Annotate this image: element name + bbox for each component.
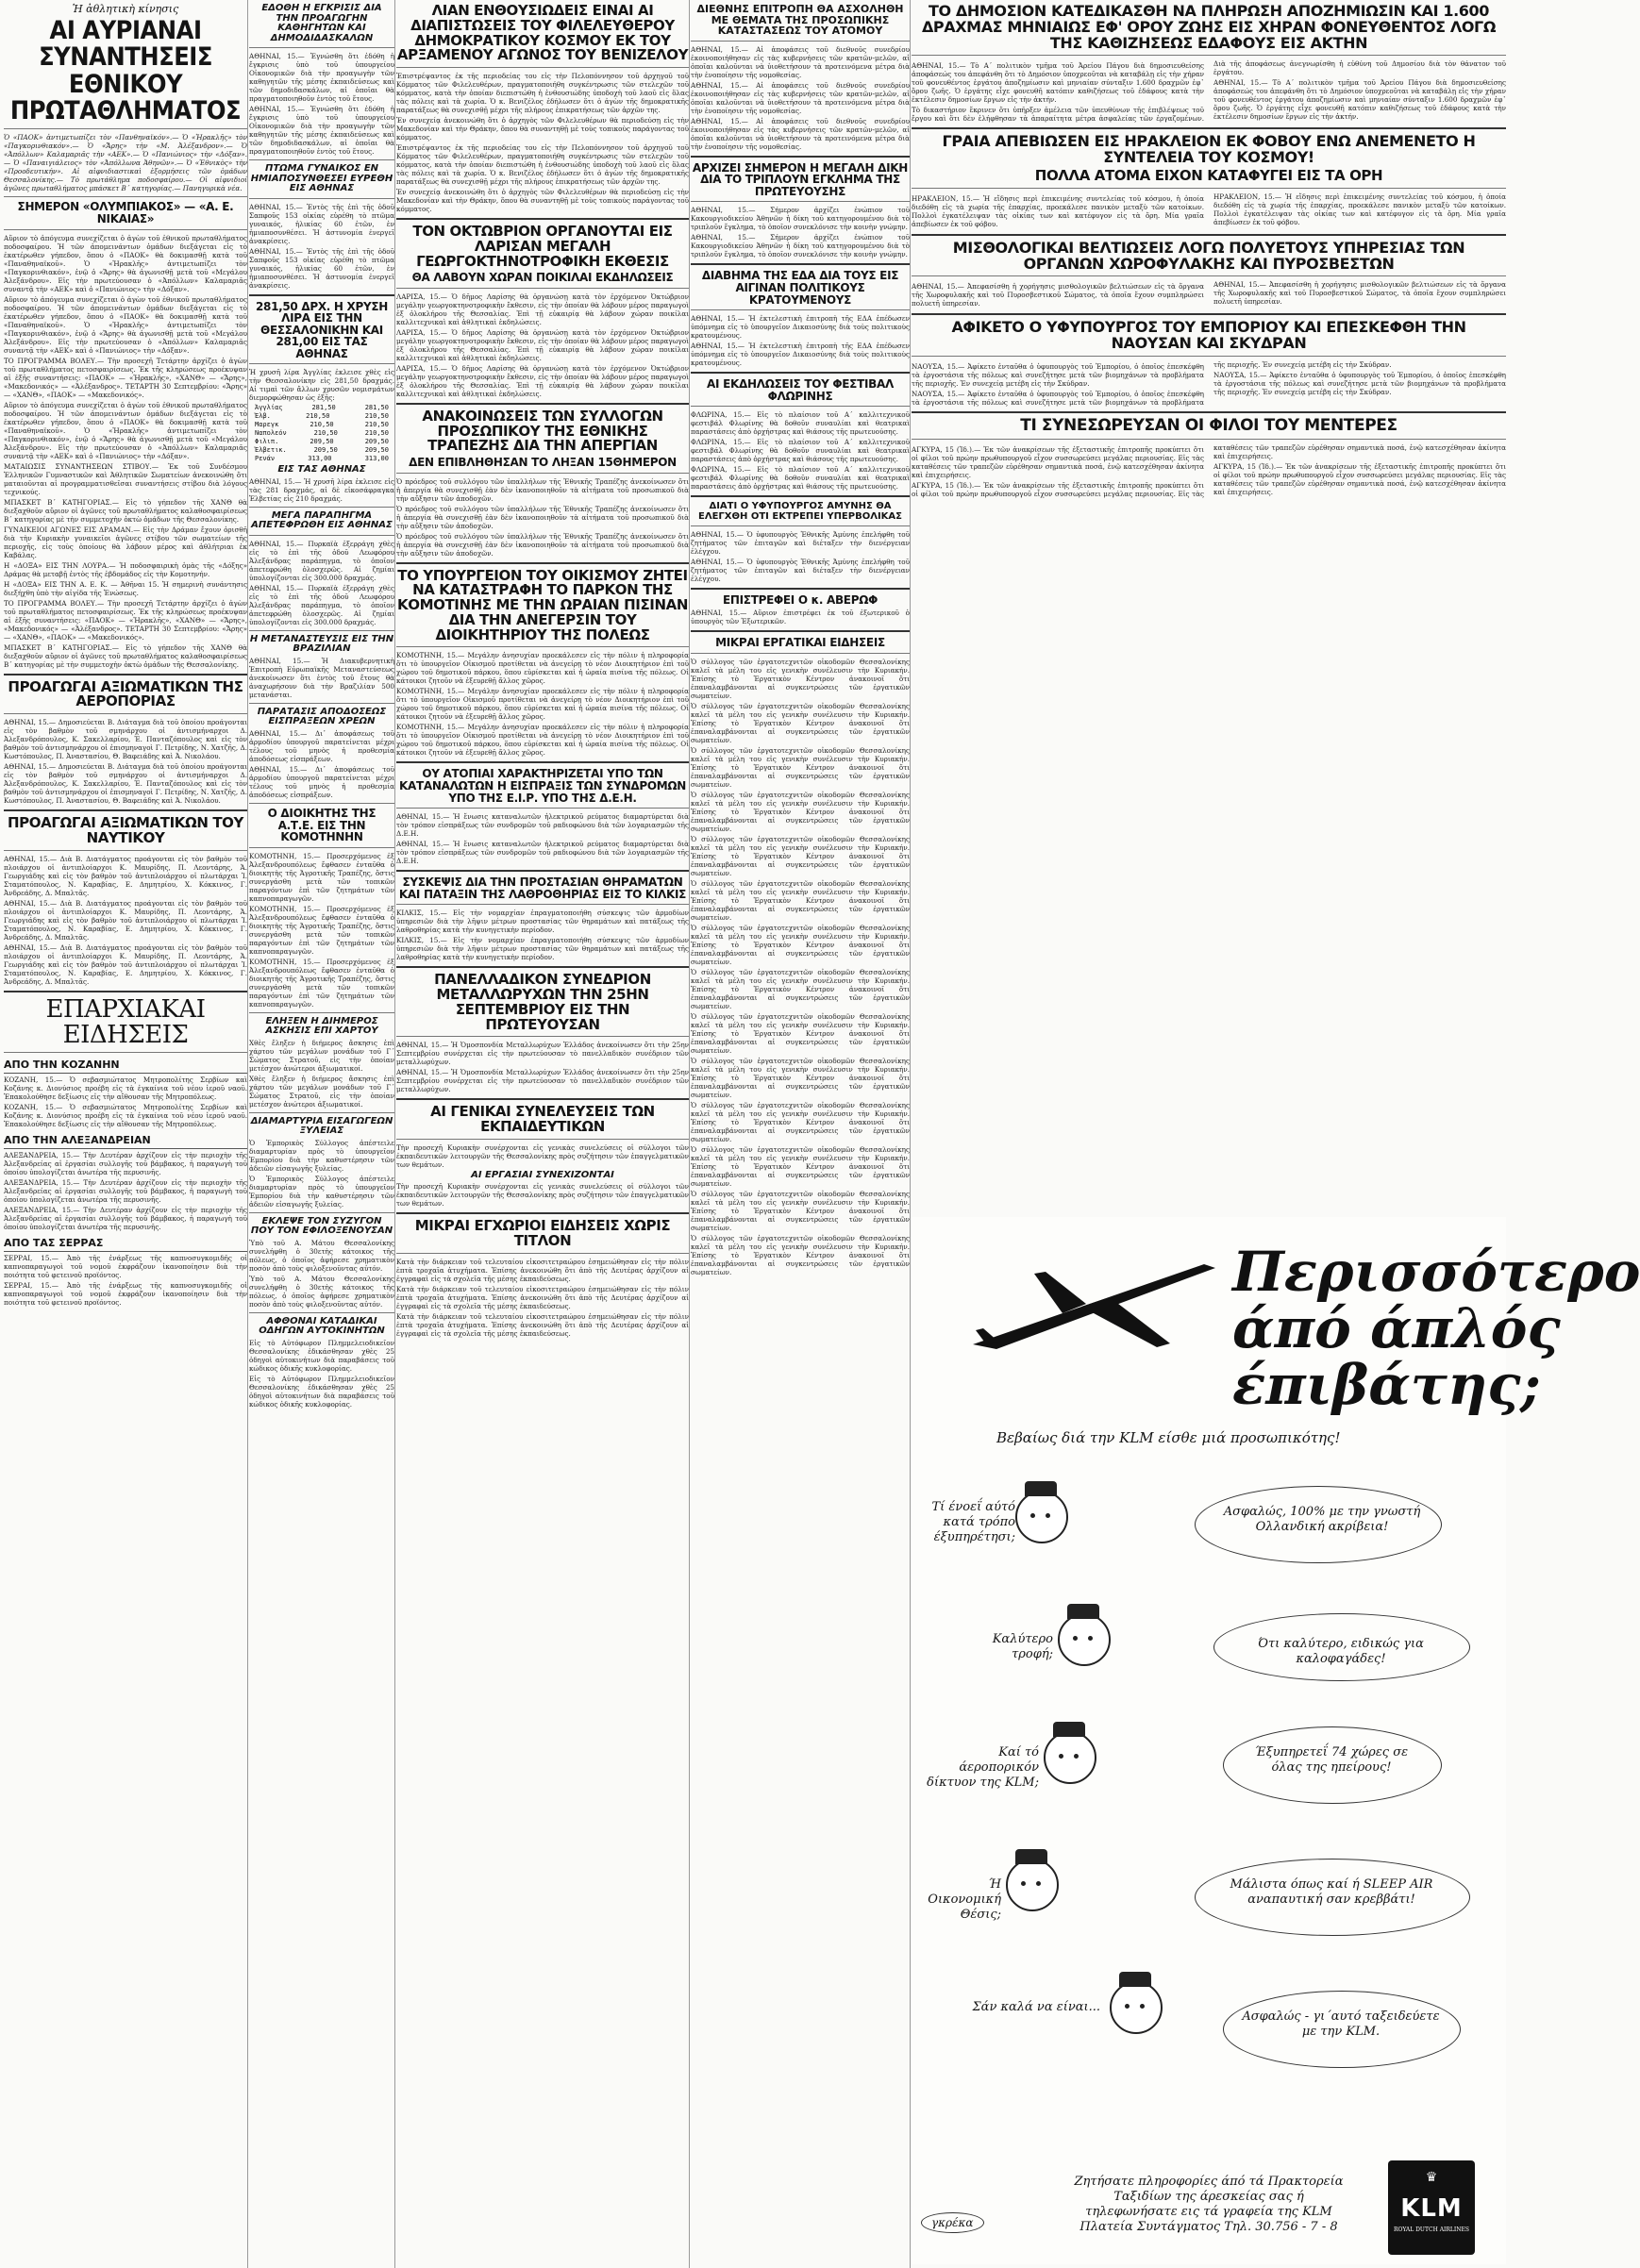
article-text: ΝΑΟΥΣΑ, 15.— Ἀφίκετο ἐνταῦθα ὁ ὑφυπουργὸς τοῦ Ἐμπορίου, ὁ ὁποῖος ἐπεσκέφθη τὰ ἐργοστάσια τῆς πόλεως καὶ συνεζήτησε μετὰ τῶν βιομηχάνων τὰ προβλήματα τῆς περιοχῆς. Ἐν συνεχείᾳ μετέβη εἰς τὴν Σκύδραν. bbox=[912, 359, 1392, 407]
passenger-face-icon bbox=[1044, 1731, 1096, 1784]
two-column-text bbox=[912, 59, 1506, 123]
headline-provincial-news: ΕΠΑΡΧΙΑΚΑΙ ΕΙΔΗΣΕΙΣ bbox=[45, 994, 206, 1049]
article-text: ΑΘΗΝΑΙ, 15.— Δι᾽ ἀποφάσεως τοῦ ἁρμοδίου ὑπουργοῦ παρατείνεται μέχρι τέλους τοῦ μηνὸς ἡ προθεσμία ἀποδόσεως εἰσπράξεων. bbox=[249, 764, 394, 799]
ad-question: Σάν καλά να είναι... bbox=[972, 2000, 1100, 2014]
brief-headline: ΕΙΣ ΤΑΣ ΑΘΗΝΑΣ bbox=[277, 464, 366, 475]
rate-row: Ρενάν 313,00 313,00 bbox=[255, 455, 389, 463]
article-text: Τὴν προσεχῆ Κυριακὴν συνέρχονται εἰς γενικὰς συνελεύσεις οἱ σύλλογοι τῶν ἐκπαιδευτικῶν λειτουργῶν τῆς Θεσσαλονίκης πρὸς συζήτησιν τῶν ἐπαγγελματικῶν των θεμάτων. bbox=[396, 1142, 689, 1169]
article-text: Ἐν συνεχείᾳ ἀνεκοινώθη ὅτι ὁ ἀρχηγὸς τῶν Φιλελευθέρων θὰ περιοδεύσῃ εἰς τὴν Μακεδονίαν καὶ τὴν Θράκην, ὅπου θὰ συναντηθῇ μὲ τοὺς τοπικοὺς παράγοντας τοῦ κόμματος. bbox=[396, 188, 689, 213]
article-text: ΑΘΗΝΑΙ, 15.— Διὰ Β. Διατάγματος προάγονται εἰς τὸν βαθμὸν τοῦ πλοιάρχου οἱ ἀντιπλοίαρχοι Κ. Μαυρίδης, Π. Λεοντάρης, Ἀ. Γεωργιάδης καὶ εἰς τὸν βαθμὸν τοῦ ἀντιπλοιάρχου οἱ πλωτάρχαι Ἰ. Σταματόπουλος, Ν. Καραβίας, Ε. Δημητρίου, Χ. Κόκκινος, Γ. Ἀνδρεάδης, Δ. Μπαλτᾶς. bbox=[4, 854, 247, 897]
article-text: Ἡ χρυσῆ λίρα Ἀγγλίας ἐκλεισε χθὲς εἰς τὴν Θεσσαλονίκην εἰς 281,50 δραχμάς. Αἱ τιμαὶ τῶν ἄλλων χρυσῶν νομισμάτων διεμορφώθησαν ὡς ἑξῆς: bbox=[249, 368, 394, 403]
rate-row: Ἑλβετικ. 209,50 209,50 bbox=[255, 446, 389, 455]
column-rule bbox=[247, 0, 248, 2268]
article-text: ΦΛΩΡΙΝΑ, 15.— Εἰς τὸ πλαίσιον τοῦ Α΄ καλλιτεχνικοῦ φεστιβάλ Φλωρίνης θὰ δοθοῦν συναυλίαι καὶ θεατρικαὶ παραστάσεις ἀπὸ ὀρχήστρας καὶ θιάσους τῆς πρωτευούσης. bbox=[691, 438, 910, 464]
headline-bank-strike: ΑΝΑΚΟΙΝΩΣΕΙΣ ΤΩΝ ΣΥΛΛΟΓΩΝ ΠΡΟΣΩΠΙΚΟΥ ΤΗΣ ΕΘΝΙΚΗΣ ΤΡΑΠΕΖΗΣ ΔΙΑ ΤΗΝ ΑΠΕΡΓΙΑΝ bbox=[422, 407, 663, 455]
article-text: ΑΓΚΥΡΑ, 15 (Ἰδ.).— Ἐκ τῶν ἀνακρίσεων τῆς ἐξεταστικῆς ἐπιτροπῆς προκύπτει ὅτι οἱ φίλοι τοῦ πρώην πρωθυπουργοῦ εἶχον συσσωρεύσει μεγάλας περιουσίας. Εἰς τὰς καταθέσεις τῶν τραπεζῶν εὑρέθησαν σημαντικὰ ποσά, ἐνῷ κατεσχέθησαν ἀκίνητα καὶ ἐπιχειρήσεις. bbox=[1213, 461, 1506, 496]
article-text: ΛΑΡΙΣΑ, 15.— Ὁ δῆμος Λαρίσης θὰ ὀργανώσῃ κατὰ τὸν ἐρχόμενον Ὀκτώβριον μεγάλην γεωργοκτηνοτροφικὴν ἔκθεσιν, εἰς τὴν ὁποίαν θὰ λάβουν μέρος παραγωγοὶ ἐξ ὁλοκλήρου τῆς Θεσσαλίας. Ἐπὶ τῇ εὐκαιρίᾳ θὰ λάβουν χώραν ποικίλαι καλλιτεχνικαὶ καὶ ἀθλητικαὶ ἐκδηλώσεις. bbox=[396, 363, 689, 398]
article-text: ΑΘΗΝΑΙ, 15.— Τὸ Α΄ πολιτικὸν τμῆμα τοῦ Ἀρείου Πάγου διὰ δημοσιευθείσης ἀποφάσεώς του ἀπεφάνθη ὅτι τὸ Δημόσιον ὑποχρεοῦται νὰ καταβάλῃ εἰς τὴν χήραν τοῦ φονευθέντος ἐργάτου ἀποζημίωσιν καὶ μηνιαίαν σύνταξιν 1.600 δραχμῶν ἐφ᾽ ὅρου ζωῆς. Ὁ ἐργάτης εἶχε φονευθῆ κατόπιν καθιζήσεως τοῦ ἐδάφους κατὰ τὴν ἐκτέλεσιν δημοσίων ἔργων εἰς τὴν ἀκτήν. bbox=[912, 61, 1204, 105]
article-text: ΑΘΗΝΑΙ, 15.— Σήμερον ἀρχίζει ἐνώπιον τοῦ Κακουργιοδικείου Ἀθηνῶν ἡ δίκη τοῦ κατηγορουμένου διὰ τὸ τριπλοῦν ἔγκλημα, τὸ ὁποῖον συνεκλόνισε τὴν κοινὴν γνώμην. bbox=[691, 206, 910, 232]
article-text: Ὁ σύλλογος τῶν ἐργατοτεχνιτῶν οἰκοδομῶν Θεσσαλονίκης καλεῖ τὰ μέλη του εἰς γενικὴν συνέλευσιν τὴν Κυριακήν. Ἐπίσης τὸ Ἐργατικὸν Κέντρον ἀνακοινοῖ ὅτι ἐπαναλαμβάνονται αἱ συγκεντρώσεις τῶν ἐργατικῶν σωματείων. bbox=[691, 1100, 910, 1143]
headline-airforce-promotions: ΠΡΟΑΓΩΓΑΙ ΑΞΙΩΜΑΤΙΚΩΝ ΤΗΣ ΑΕΡΟΠΟΡΙΑΣ bbox=[8, 677, 243, 710]
article-text: ΦΛΩΡΙΝΑ, 15.— Εἰς τὸ πλαίσιον τοῦ Α΄ καλλιτεχνικοῦ φεστιβάλ Φλωρίνης θὰ δοθοῦν συναυλίαι καὶ θεατρικαὶ παραστάσεις ἀπὸ ὀρχήστρας καὶ θιάσους τῆς πρωτευούσης. bbox=[691, 465, 910, 492]
article-text: Κατὰ τὴν διάρκειαν τοῦ τελευταίου εἰκοσιτετραώρου ἐσημειώθησαν εἰς τὴν πόλιν ἑπτὰ τροχαῖα ἀτυχήματα. Ἐπίσης ἀνεκοινώθη ὅτι ἀπὸ τῆς Δευτέρας ἀρχίζουν αἱ ἐγγραφαὶ εἰς τὰ σχολεῖα τῆς μέσης ἐκπαιδεύσεως. bbox=[396, 1284, 689, 1310]
article-text: ΑΘΗΝΑΙ, 15.— Αὔριον ἐπιστρέφει ἐκ τοῦ ἐξωτερικοῦ ὁ ὑπουργὸς τῶν Ἐξωτερικῶν. bbox=[691, 608, 910, 625]
subhead-larisa: ΘΑ ΛΑΒΟΥΝ ΧΩΡΑΝ ΠΟΙΚΙΛΑΙ ΕΚΔΗΛΩΣΕΙΣ bbox=[411, 271, 674, 285]
article-text: Κατὰ τὴν διάρκειαν τοῦ τελευταίου εἰκοσιτετραώρου ἐσημειώθησαν εἰς τὴν πόλιν ἑπτὰ τροχαῖα ἀτυχήματα. Ἐπίσης ἀνεκοινώθη ὅτι ἀπὸ τῆς Δευτέρας ἀρχίζουν αἱ ἐγγραφαὶ εἰς τὰ σχολεῖα τῆς μέσης ἐκπαιδεύσεως. bbox=[396, 1311, 689, 1338]
article-text: Ὁ σύλλογος τῶν ἐργατοτεχνιτῶν οἰκοδομῶν Θεσσαλονίκης καλεῖ τὰ μέλη του εἰς γενικὴν συνέλευσιν τὴν Κυριακήν. Ἐπίσης τὸ Ἐργατικὸν Κέντρον ἀνακοινοῖ ὅτι ἐπαναλαμβάνονται αἱ συγκεντρώσεις τῶν ἐργατικῶν σωματείων. bbox=[691, 878, 910, 922]
brief-headline: ΠΤΩΜΑ ΓΥΝΑΙΚΟΣ ΕΝ ΗΜΙΑΠΟΣΥΝΘΕΣΕΙ ΕΥΡΕΘΗ ΕΙΣ ΑΘΗΝΑΣ bbox=[250, 163, 393, 193]
column-rule bbox=[394, 0, 395, 2268]
airplane-icon bbox=[968, 1255, 1223, 1368]
article-text: ΑΘΗΝΑΙ, 15.— Ἐγνώσθη ὅτι ἐδόθη ἡ ἔγκρισις ὑπὸ τοῦ ὑπουργείου Οἰκονομικῶν διὰ τὴν προαγωγὴν τῶν καθηγητῶν τῆς μέσης ἐκπαιδεύσεως καὶ τῶν δημοδιδασκάλων, αἱ ὁποῖαι θὰ πραγματοποιηθοῦν ἐντὸς τοῦ ἔτους. bbox=[249, 52, 394, 103]
artist-signature: γκρέκα bbox=[921, 2212, 984, 2233]
headline-larisa-exhibition: ΤΟΝ ΟΚΤΩΒΡΙΟΝ ΟΡΓΑΝΟΥΤΑΙ ΕΙΣ ΛΑΡΙΣΑΝ ΜΕΓΑΛΗ ΓΕΩΡΓΟΚΤΗΝΟΤΡΟΦΙΚΗ ΕΚΘΕΣΙΣ bbox=[412, 223, 673, 270]
article-text: ΑΘΗΝΑΙ, 15.— Δημοσιεύεται Β. Διάταγμα διὰ τοῦ ὁποίου προάγονται εἰς τὸν βαθμὸν τοῦ σμηνάρχου οἱ ἀντισμήναρχοι Δ. Ἀλεξανδρόπουλος, Κ. Σακελλαρίου, Ἐ. Πανταζόπουλος καὶ εἰς τὸν βαθμὸν τοῦ ἀντισμηνάρχου οἱ ἐπισμηναγοὶ Γ. Πετρίδης, Ν. Χατζῆς, Δ. Κωστόπουλος, Π. Ἀναστασίου, Θ. Βαφειάδης καὶ Ἀ. Νικολάου. bbox=[4, 718, 247, 761]
rate-row: Μαρεγκ 210,50 210,50 bbox=[255, 421, 389, 429]
brief-headline: ΕΛΗΞΕΝ Η ΔΙΗΜΕΡΟΣ ΑΣΚΗΣΙΣ ΕΠΙ ΧΑΡΤΟΥ bbox=[265, 1015, 378, 1037]
article-text: ΚΟΜΟΤΗΝΗ, 15.— Μεγάλην ἀνησυχίαν προεκάλεσεν εἰς τὴν πόλιν ἡ πληροφορία ὅτι τὸ ὑπουργεῖον Οἰκισμοῦ προτίθεται νὰ ἀνεγείρῃ τὸ νέον Διοικητήριον ἐπὶ τοῦ χώρου τοῦ δημοτικοῦ πάρκου, ὅπου εὑρίσκεται καὶ ἡ ὡραία πισίνα τῆς πόλεως. Οἱ κάτοικοι ζητοῦν νὰ ἐξευρεθῇ ἄλλος χῶρος. bbox=[396, 723, 689, 758]
brief-headline: ΑΦΘΟΝΑΙ ΚΑΤΑΔΙΚΑΙ ΟΔΗΓΩΝ ΑΥΤΟΚΙΝΗΤΩΝ bbox=[259, 1315, 385, 1337]
article-text: Αὔριον τὸ ἀπόγευμα συνεχίζεται ὁ ἀγὼν τοῦ ἐθνικοῦ πρωταθλήματος ποδοσφαίρου. Ἡ τῶν ἀπομεινάντων ὁμάδων διεξάγεται εἰς τὸ ἐκατέρωθεν γήπεδον, ὅπου ὁ «ΠΑΟΚ» θὰ δοκιμασθῇ κατὰ τοῦ «Παναθηναϊκοῦ». Ὁ «Ἡρακλῆς» ἀντιμετωπίζει τὸν «Παγκορινθιακόν», ἐνῷ ὁ «Ἄρης» θὰ ἀγωνισθῇ μετὰ τοῦ «Μεγάλου Ἀλεξάνδρου». Εἰς τὴν πρωτεύουσαν ὁ «Ἀπόλλων» Καλαμαριᾶς συναντᾷ τὴν «ΑΕΚ» καὶ ὁ «Πανιώνιος» τὴν «Δόξαν». bbox=[4, 400, 247, 460]
brief-headline: ΔΙΕΘΝΗΣ ΕΠΙΤΡΟΠΗ ΘΑ ΑΣΧΟΛΗΘΗ ΜΕ ΘΕΜΑΤΑ ΤΗΣ ΠΡΟΣΩΠΙΚΗΣ ΚΑΤΑΣΤΑΣΕΩΣ ΤΟΥ ΑΤΟΜΟΥ bbox=[696, 3, 904, 38]
column-top-right bbox=[912, 0, 1506, 1213]
headline-venizelos: ΛΙΑΝ ΕΝΘΟΥΣΙΩΔΕΙΣ ΕΙΝΑΙ ΑΙ ΔΙΑΠΙΣΤΩΣΕΙΣ ΤΟΥ ΦΙΛΕΛΕΥΘΕΡΟΥ ΔΗΜΟΚΡΑΤΙΚΟΥ ΚΟΣΜΟΥ ΕΚ ΤΟΥ ΑΡΞΑΜΕΝΟΥ ΑΓΩΝΟΣ ΤΟΥ ΒΕΝΙΖΕΛΟΥ bbox=[396, 2, 689, 64]
article-text: ΚΙΛΚΙΣ, 15.— Εἰς τὴν νομαρχίαν ἐπραγματοποιήθη σύσκεψις τῶν ἁρμοδίων ὑπηρεσιῶν διὰ τὴν λῆψιν μέτρων προστασίας τῶν θηραμάτων καὶ πατάξεως τῆς λαθροθηρίας κατὰ τὴν κυνηγετικὴν περίοδον. bbox=[396, 936, 689, 962]
article-text: Ὁ σύλλογος τῶν ἐργατοτεχνιτῶν οἰκοδομῶν Θεσσαλονίκης καλεῖ τὰ μέλη του εἰς γενικὴν συνέλευσιν τὴν Κυριακήν. Ἐπίσης τὸ Ἐργατικὸν Κέντρον ἀνακοινοῖ ὅτι ἐπαναλαμβάνονται αἱ συγκεντρώσεις τῶν ἐργατικῶν σωματείων. bbox=[691, 1056, 910, 1099]
brief-headline: ΕΔΟΘΗ Η ΕΓΚΡΙΣΙΣ ΔΙΑ ΤΗΝ ΠΡΟΑΓΩΓΗΝ ΚΑΘΗΓΗΤΩΝ ΚΑΙ ΔΗΜΟΔΙΔΑΣΚΑΛΩΝ bbox=[261, 3, 382, 43]
article-text: ΑΘΗΝΑΙ, 15.— Ἡ ἐκτελεστικὴ ἐπιτροπὴ τῆς ΕΔΑ ἐπέδωσεν ὑπόμνημα εἰς τὸ ὑπουργεῖον Δικαιοσύνης διὰ τοὺς πολιτικοὺς κρατουμένους. bbox=[691, 342, 910, 368]
article-text: ΝΑΟΥΣΑ, 15.— Ἀφίκετο ἐνταῦθα ὁ ὑφυπουργὸς τοῦ Ἐμπορίου, ὁ ὁποῖος ἐπεσκέφθη τὰ ἐργοστάσια τῆς πόλεως καὶ συνεζήτησε μετὰ τῶν βιομηχάνων τὰ προβλήματα τῆς περιοχῆς. Ἐν συνεχείᾳ μετέβη εἰς τὴν Σκύδραν. bbox=[912, 361, 1204, 388]
crown-icon: ♛ bbox=[1425, 2170, 1438, 2185]
article-text: Ὁ σύλλογος τῶν ἐργατοτεχνιτῶν οἰκοδομῶν Θεσσαλονίκης καλεῖ τὰ μέλη του εἰς γενικὴν συνέλευσιν τὴν Κυριακήν. Ἐπίσης τὸ Ἐργατικὸν Κέντρον ἀνακοινοῖ ὅτι ἐπαναλαμβάνονται αἱ συγκεντρώσεις τῶν ἐργατικῶν σωματείων. bbox=[691, 657, 910, 700]
klm-logo-tagline: ROYAL DUTCH AIRLINES bbox=[1393, 2226, 1470, 2233]
column-briefs bbox=[249, 0, 394, 2268]
article-text: ΑΘΗΝΑΙ, 15.— Διὰ Β. Διατάγματος προάγονται εἰς τὸν βαθμὸν τοῦ πλοιάρχου οἱ ἀντιπλοίαρχοι Κ. Μαυρίδης, Π. Λεοντάρης, Ἀ. Γεωργιάδης καὶ εἰς τὸν βαθμὸν τοῦ ἀντιπλοιάρχου οἱ πλωτάρχαι Ἰ. Σταματόπουλος, Ν. Καραβίας, Ε. Δημητρίου, Χ. Κόκκινος, Γ. Ἀνδρεάδης, Δ. Μπαλτᾶς. bbox=[4, 898, 247, 942]
passenger-face-icon bbox=[1006, 1859, 1059, 1911]
article-text: ΑΘΗΝΑΙ, 15.— Ἐντὸς τῆς ἐπὶ τῆς ὁδοῦ Σαπφοῦς 153 οἰκίας εὑρέθη τὸ πτῶμα γυναικός, ἡλικίας 60 ἐτῶν, ἐν ἡμιαποσυνθέσει. Ἡ ἀστυνομία ἐνεργεῖ ἀνακρίσεις. bbox=[249, 202, 394, 245]
ad-answer: Μάλιστα όπως καί ή SLEEP AIR αναπαυτική σαν κρεββάτι! bbox=[1230, 1877, 1433, 1907]
article-text: ΑΘΗΝΑΙ, 15.— Ὁ ὑφυπουργὸς Ἐθνικῆς Ἀμύνης ἐπελήφθη τοῦ ζητήματος τῶν ἐπιταγῶν καὶ διέταξεν τὴν διενέργειαν ἐλέγχου. bbox=[691, 530, 910, 557]
article-text: ΑΘΗΝΑΙ, 15.— Ἡ ἔνωσις καταναλωτῶν ἠλεκτρικοῦ ρεύματος διαμαρτύρεται διὰ τὸν τρόπον εἰσπράξεως τῶν συνδρομῶν τοῦ ραδιοφώνου διὰ τῶν λογαριασμῶν τῆς Δ.Ε.Η. bbox=[396, 840, 689, 866]
article-text: Ἐπιστρέψαντος ἐκ τῆς περιοδείας του εἰς τὴν Πελοπόννησον τοῦ ἀρχηγοῦ τοῦ Κόμματος τῶν Φιλελευθέρων, πραγματοποιήθη συγκέντρωσις τῶν στελεχῶν τοῦ κόμματος, κατὰ τὴν ὁποίαν διεπιστώθη ἡ ἐνθουσιώδης ὑποδοχὴ τοῦ λαοῦ εἰς ὅλας τὰς πόλεις καὶ τὰ χωρία. Ὁ κ. Βενιζέλος ἐδήλωσεν ὅτι ὁ ἀγὼν τῆς δημοκρατικῆς παρατάξεως θὰ συνεχισθῇ μέχρι τῆς πλήρους ἐπικρατήσεως τῶν ἀρχῶν της. bbox=[396, 143, 689, 186]
passenger-face-icon bbox=[1110, 1981, 1163, 2034]
main-headline-sports: ΑΙ ΑΥΡΙΑΝΑΙ ΣΥΝΑΝΤΗΣΕΙΣ ΕΘΝΙΚΟΥ ΠΡΩΤΑΘΛΗΜΑΤΟΣ bbox=[9, 16, 242, 126]
article-text: Η «ΔΟΞΑ» ΕΙΣ ΤΗΝ Α. Ε. Κ. — Ἀθῆναι 15. Ἡ σημερινὴ συνάντησις διεξήχθη ὑπὸ τὴν αἰγίδα τῆς Ἑνώσεως. bbox=[4, 579, 247, 597]
subhead-mountains: ΠΟΛΛΑ ΑΤΟΜΑ ΕΙΧΟΝ ΚΑΤΑΦΥΓΕΙ ΕΙΣ ΤΑ ΟΡΗ bbox=[1034, 166, 1383, 184]
article-text: Ὁ σύλλογος τῶν ἐργατοτεχνιτῶν οἰκοδομῶν Θεσσαλονίκης καλεῖ τὰ μέλη του εἰς γενικὴν συνέλευσιν τὴν Κυριακήν. Ἐπίσης τὸ Ἐργατικὸν Κέντρον ἀνακοινοῖ ὅτι ἐπαναλαμβάνονται αἱ συγκεντρώσεις τῶν ἐργατικῶν σωματείων. bbox=[691, 1144, 910, 1188]
headline-police-salaries: ΜΙΣΘΟΛΟΓΙΚΑΙ ΒΕΛΤΙΩΣΕΙΣ ΛΟΓΩ ΠΟΛΥΕΤΟΥΣ ΥΠΗΡΕΣΙΑΣ ΤΩΝ ΟΡΓΑΝΩΝ ΧΩΡΟΦΥΛΑΚΗΣ ΚΑΙ ΠΥΡΟΣΒΕΣΤΩΝ bbox=[952, 238, 1465, 273]
passenger-face-icon bbox=[1058, 1613, 1111, 1666]
article-text: Ὁ Ἐμπορικὸς Σύλλογος ἀπέστειλε διαμαρτυρίαν πρὸς τὸ ὑπουργεῖον Ἐμπορίου διὰ τὴν καθυστέρησιν τῶν ἀδειῶν εἰσαγωγῆς ξυλείας. bbox=[249, 1138, 394, 1173]
ad-question: Ή Οικονομική Θέσις; bbox=[928, 1877, 1001, 1922]
sports-lead: Ὁ «ΠΑΟΚ» ἀντιμετωπίζει τὸν «Πανθηναϊκόν».— Ὁ «Ἡρακλῆς» τὸν «Παγκορινθιακόν».— Ὁ «Ἄρης» τὴν «Μ. Ἀλέξανδρον».— Ὁ «Ἀπόλλων» Καλαμαριᾶς τὴν «ΑΕΚ».— Ὁ «Πανιώνιος» τὴν «Δόξαν».— Ὁ «Παναιγιάλειος» τὸν «Ἀπόλλωνα Ἀθηνῶν».— Ὁ «Ἐθνικὸς» τὴν «Προοδευτικήν». Αἱ αἰφνιδιαστικαὶ ἐξορμήσεις τῶν ὁμάδων Θεσσαλονίκης.— Τὸ πρωτάθλημα ποδοσφαίρου.— Οἱ αἰφνιδιοί ἀγῶνες πρωταθλήματος μπάσκετ Β΄ κατηγορίας.— Πανηγυρικὰ νέα. bbox=[4, 133, 247, 193]
article-text: Ὁ σύλλογος τῶν ἐργατοτεχνιτῶν οἰκοδομῶν Θεσσαλονίκης καλεῖ τὰ μέλη του εἰς γενικὴν συνέλευσιν τὴν Κυριακήν. Ἐπίσης τὸ Ἐργατικὸν Κέντρον ἀνακοινοῖ ὅτι ἐπαναλαμβάνονται αἱ συγκεντρώσεις τῶν ἐργατικῶν σωματείων. bbox=[691, 1011, 910, 1055]
rate-row: Φιλιπ. 209,50 209,50 bbox=[255, 438, 389, 446]
article-text: ΦΛΩΡΙΝΑ, 15.— Εἰς τὸ πλαίσιον τοῦ Α΄ καλλιτεχνικοῦ φεστιβάλ Φλωρίνης θὰ δοθοῦν συναυλίαι καὶ θεατρικαὶ παραστάσεις ἀπὸ ὀρχήστρας καὶ θιάσους τῆς πρωτευούσης. bbox=[691, 410, 910, 437]
ad-answer: Ότι καλύτερο, ειδικώς για καλοφαγάδες! bbox=[1258, 1637, 1424, 1666]
brief-headline: Η ΜΕΤΑΝΑΣΤΕΥΣΙΣ ΕΙΣ ΤΗΝ ΒΡΑΖΙΛΙΑΝ bbox=[249, 633, 394, 655]
brief-headline: ΕΠΙΣΤΡΕΦΕΙ Ο κ. ΑΒΕΡΩΦ bbox=[723, 593, 878, 608]
headline-miners-congress: ΠΑΝΕΛΛΑΔΙΚΟΝ ΣΥΝΕΔΡΙΟΝ ΜΕΤΑΛΛΩΡΥΧΩΝ ΤΗΝ 25ΗΝ ΣΕΠΤΕΜΒΡΙΟΥ ΕΙΣ ΤΗΝ ΠΡΩΤΕΥΟΥΣΑΝ bbox=[434, 971, 651, 1033]
article-text: ΑΘΗΝΑΙ, 15.— Ἡ Ὁμοσπονδία Μεταλλωρύχων Ἑλλάδος ἀνεκοίνωσεν ὅτι τὴν 25ην Σεπτεμβρίου συνέρχεται εἰς τὴν πρωτεύουσαν τὸ πανελλαδικὸν συνέδριον τῶν μεταλλωρύχων. bbox=[396, 1041, 689, 1067]
klm-logo bbox=[1388, 2160, 1475, 2255]
article-text: ΑΘΗΝΑΙ, 15.— Πυρκαϊὰ ἐξερράγη χθὲς εἰς τὸ ἐπὶ τῆς ὁδοῦ Λεωφόρου Ἀλεξάνδρας παράπηγμα, τὸ ὁποῖον ἀπετεφρώθη ὁλοσχερῶς. Αἱ ζημίαι ὑπολογίζονται εἰς 300.000 δραχμάς. bbox=[249, 539, 394, 582]
ad-answer: Ασφαλώς, 100% με την γνωστή Ολλανδική ακρίβεια! bbox=[1223, 1505, 1421, 1534]
article-text: ΑΘΗΝΑΙ, 15.— Ἡ Ὁμοσπονδία Μεταλλωρύχων Ἑλλάδος ἀνεκοίνωσεν ὅτι τὴν 25ην Σεπτεμβρίου συνέρχεται εἰς τὴν πρωτεύουσαν τὸ πανελλαδικὸν συνέδριον τῶν μεταλλωρύχων. bbox=[396, 1068, 689, 1094]
article-text: ΜΠΑΣΚΕΤ Β΄ ΚΑΤΗΓΟΡΙΑΣ.— Εἰς τὸ γήπεδον τῆς ΧΑΝΘ θὰ διεξαχθοῦν αὔριον οἱ ἀγῶνες τοῦ πρωταθλήματος καλαθοσφαιρίσεως Β΄ κατηγορίας μὲ τὴν συμμετοχὴν ὀκτὼ ὁμάδων τῆς Θεσσαλονίκης. bbox=[4, 642, 247, 669]
article-text: ΜΑΤΑΙΩΣΙΣ ΣΥΝΑΝΤΗΣΕΩΝ ΣΤΙΒΟΥ.— Ἐκ τοῦ Συνδέσμου Ἑλληνικῶν Γυμναστικῶν καὶ Ἀθλητικῶν Σωματείων ἀνεκοινώθη ὅτι ματαιοῦνται αἱ προγραμματισθεῖσαι συναντήσεις στίβου διὰ λόγους τεχνικούς. bbox=[4, 461, 247, 496]
place-heading: ΑΠΟ ΤΑΣ ΣΕΡΡΑΣ bbox=[4, 1235, 247, 1252]
article-text: ΚΟΜΟΤΗΝΗ, 15.— Προσερχόμενος ἐξ Ἀλεξανδρουπόλεως ἔφθασεν ἐνταῦθα ὁ διοικητὴς τῆς Ἀγροτικῆς Τραπέζης, ὅστις συνεργάσθη μετὰ τῶν τοπικῶν παραγόντων ἐπὶ τῶν ζητημάτων τῶν καπνοπαραγωγῶν. bbox=[249, 957, 394, 1009]
column-sports bbox=[4, 0, 247, 2268]
ad-answer: Ασφαλώς - γι΄αυτό ταξειδεύετε με την KLM. bbox=[1242, 2010, 1440, 2039]
article-text: ΜΠΑΣΚΕΤ Β΄ ΚΑΤΗΓΟΡΙΑΣ.— Εἰς τὸ γήπεδον τῆς ΧΑΝΘ θὰ διεξαχθοῦν αὔριον οἱ ἀγῶνες τοῦ πρωταθλήματος καλαθοσφαιρίσεως Β΄ κατηγορίας μὲ τὴν συμμετοχὴν ὀκτὼ ὁμάδων τῆς Θεσσαλονίκης. bbox=[4, 497, 247, 524]
ad-subline: Βεβαίως διά την KLM είσθε μιά προσωπικότης! bbox=[996, 1429, 1341, 1446]
two-column-text bbox=[912, 443, 1506, 498]
brief-headline: ΔΙΑΒΗΜΑ ΤΗΣ ΕΔΑ ΔΙΑ ΤΟΥΣ ΕΙΣ ΑΙΓΙΝΑΝ ΠΟΛΙΤΙΚΟΥΣ ΚΡΑΤΟΥΜΕΝΟΥΣ bbox=[701, 269, 899, 307]
headline-heraklion-panic: ΓΡΑΙΑ ΑΠΕΒΙΩΣΕΝ ΕΙΣ ΗΡΑΚΛΕΙΟΝ ΕΚ ΦΟΒΟΥ ΕΝΩ ΑΝΕΜΕΝΕΤΟ Η ΣΥΝΤΕΛΕΙΑ ΤΟΥ ΚΟΣΜΟΥ! bbox=[942, 132, 1476, 167]
article-text: ΑΘΗΝΑΙ, 15.— Ἐντὸς τῆς ἐπὶ τῆς ὁδοῦ Σαπφοῦς 153 οἰκίας εὑρέθη τὸ πτῶμα γυναικός, ἡλικίας 60 ἐτῶν, ἐν ἡμιαποσυνθέσει. Ἡ ἀστυνομία ἐνεργεῖ ἀνακρίσεις. bbox=[249, 246, 394, 290]
article-text: ΑΘΗΝΑΙ, 15.— Δι᾽ ἀποφάσεως τοῦ ἁρμοδίου ὑπουργοῦ παρατείνεται μέχρι τέλους τοῦ μηνὸς ἡ προθεσμία ἀποδόσεως εἰσπράξεων. bbox=[249, 728, 394, 763]
article-text: Ὁ σύλλογος τῶν ἐργατοτεχνιτῶν οἰκοδομῶν Θεσσαλονίκης καλεῖ τὰ μέλη του εἰς γενικὴν συνέλευσιν τὴν Κυριακήν. Ἐπίσης τὸ Ἐργατικὸν Κέντρον ἀνακοινοῖ ὅτι ἐπαναλαμβάνονται αἱ συγκεντρώσεις τῶν ἐργατικῶν σωματείων. bbox=[691, 834, 910, 877]
article-text: Ὁ πρόεδρος τοῦ συλλόγου τῶν ὑπαλλήλων τῆς Ἐθνικῆς Τραπέζης ἀνεκοίνωσεν ὅτι ἡ ἀπεργία θὰ συνεχισθῇ ἐὰν δὲν ἱκανοποιηθοῦν τὰ αἰτήματα τοῦ προσωπικοῦ διὰ τὴν αὔξησιν τῶν ἀποδοχῶν. bbox=[396, 504, 689, 530]
section-kicker: Ἡ ἀθλητικὴ κίνησις bbox=[72, 3, 179, 15]
headline-navy-promotions: ΠΡΟΑΓΩΓΑΙ ΑΞΙΩΜΑΤΙΚΩΝ ΤΟΥ ΝΑΥΤΙΚΟΥ bbox=[8, 814, 243, 846]
headline-menderes-friends: ΤΙ ΣΥΝΕΣΩΡΕΥΣΑΝ ΟΙ ΦΙΛΟΙ ΤΟΥ ΜΕΝΤΕΡΕΣ bbox=[1020, 415, 1397, 435]
article-text: ΑΘΗΝΑΙ, 15.— Ἡ ἔνωσις καταναλωτῶν ἠλεκτρικοῦ ρεύματος διαμαρτύρεται διὰ τὸν τρόπον εἰσπράξεως τῶν συνδρομῶν τοῦ ραδιοφώνου διὰ τῶν λογαριασμῶν τῆς Δ.Ε.Η. bbox=[396, 812, 689, 839]
headline-kilkis-hunting: ΣΥΣΚΕΨΙΣ ΔΙΑ ΤΗΝ ΠΡΟΣΤΑΣΙΑΝ ΘΗΡΑΜΑΤΩΝ ΚΑΙ ΠΑΤΑΞΙΝ ΤΗΣ ΛΑΘΡΟΘΗΡΙΑΣ ΕΙΣ ΤΟ ΚΙΛΚΙΣ bbox=[398, 876, 687, 901]
column-rule bbox=[910, 0, 911, 2268]
rate-row: Ἀγγλίας 281,50 281,50 bbox=[255, 404, 389, 412]
ad-question: Καλύτερο τροφή; bbox=[992, 1632, 1053, 1661]
article-text: Αὔριον τὸ ἀπόγευμα συνεχίζεται ὁ ἀγὼν τοῦ ἐθνικοῦ πρωταθλήματος ποδοσφαίρου. Ἡ τῶν ἀπομεινάντων ὁμάδων διεξάγεται εἰς τὸ ἐκατέρωθεν γήπεδον, ὅπου ὁ «ΠΑΟΚ» θὰ δοκιμασθῇ κατὰ τοῦ «Παναθηναϊκοῦ». Ὁ «Ἡρακλῆς» ἀντιμετωπίζει τὸν «Παγκορινθιακόν», ἐνῷ ὁ «Ἄρης» θὰ ἀγωνισθῇ μετὰ τοῦ «Μεγάλου Ἀλεξάνδρου». Εἰς τὴν πρωτεύουσαν ὁ «Ἀπόλλων» Καλαμαριᾶς συναντᾷ τὴν «ΑΕΚ» καὶ ὁ «Πανιώνιος» τὴν «Δόξαν». bbox=[4, 233, 247, 293]
article-text: ΚΟΜΟΤΗΝΗ, 15.— Προσερχόμενος ἐξ Ἀλεξανδρουπόλεως ἔφθασεν ἐνταῦθα ὁ διοικητὴς τῆς Ἀγροτικῆς Τραπέζης, ὅστις συνεργάσθη μετὰ τῶν τοπικῶν παραγόντων ἐπὶ τῶν ζητημάτων τῶν καπνοπαραγωγῶν. bbox=[249, 904, 394, 956]
article-text: ΤΟ ΠΡΟΓΡΑΜΜΑ ΒΟΛΕΥ.— Τὴν προσεχῆ Τετάρτην ἀρχίζει ὁ ἀγὼν τοῦ πρωταθλήματος πετοσφαιρίσεως. Ἐκ τῆς κληρώσεως προέκυψαν αἱ ἑξῆς συναντήσεις: «ΠΑΟΚ» — «Ἡρακλῆς», «ΧΑΝΘ» — «Ἄρης», «Μακεδονικός» — «Ἀλέξανδρος». ΤΕΤΑΡΤΗ 30 Σεπτεμβρίου: «Ἄρης» — «ΧΑΝΘ», «ΠΑΟΚ» — «Μακεδονικός». bbox=[4, 598, 247, 642]
article-text: ΑΘΗΝΑΙ, 15.— Πυρκαϊὰ ἐξερράγη χθὲς εἰς τὸ ἐπὶ τῆς ὁδοῦ Λεωφόρου Ἀλεξάνδρας παράπηγμα, τὸ ὁποῖον ἀπετεφρώθη ὁλοσχερῶς. Αἱ ζημίαι ὑπολογίζονται εἰς 300.000 δραχμάς. bbox=[249, 583, 394, 626]
ad-question: Καί τό άεροπορικόν δίκτυον της KLM; bbox=[927, 1745, 1039, 1790]
gold-rates-table bbox=[255, 404, 389, 463]
article-text: Ὁ σύλλογος τῶν ἐργατοτεχνιτῶν οἰκοδομῶν Θεσσαλονίκης καλεῖ τὰ μέλη του εἰς γενικὴν συνέλευσιν τὴν Κυριακήν. Ἐπίσης τὸ Ἐργατικὸν Κέντρον ἀνακοινοῖ ὅτι ἐπαναλαμβάνονται αἱ συγκεντρώσεις τῶν ἐργατικῶν σωματείων. bbox=[691, 745, 910, 789]
article-text: Η «ΔΟΞΑ» ΕΙΣ ΤΗΝ ΛΟΥΡΑ.— Ἡ ποδοσφαιρικὴ ὁμὰς τῆς «Δόξης» Δράμας θὰ μεταβῇ ἐντὸς τῆς ἑβδομάδος εἰς τὴν Κομοτηνήν. bbox=[4, 560, 247, 578]
brief-headline: ΕΚΛΕΨΕ ΤΟΝ ΣΥΖΥΓΟΝ ΠΟΥ ΤΟΝ ΕΦΙΛΟΞΕΝΟΥΣΑΝ bbox=[250, 1215, 393, 1237]
article-text: ΑΘΗΝΑΙ, 15.— Τὸ Α΄ πολιτικὸν τμῆμα τοῦ Ἀρείου Πάγου διὰ δημοσιευθείσης ἀποφάσεώς του ἀπεφάνθη ὅτι τὸ Δημόσιον ὑποχρεοῦται νὰ καταβάλῃ εἰς τὴν χήραν τοῦ φονευθέντος ἐργάτου ἀποζημίωσιν καὶ μηνιαίαν σύνταξιν 1.600 δραχμῶν ἐφ᾽ ὅρου ζωῆς. Ὁ ἐργάτης εἶχε φονευθῆ κατόπιν καθιζήσεως τοῦ ἐδάφους κατὰ τὴν ἐκτέλεσιν δημοσίων ἔργων εἰς τὴν ἀκτήν. bbox=[1213, 78, 1506, 122]
brief-headline: Ο ΔΙΟΙΚΗΤΗΣ ΤΗΣ Α.Τ.Ε. ΕΙΣ ΤΗΝ ΚΟΜΟΤΗΝΗΝ bbox=[267, 806, 377, 844]
article-text: Ὁ σύλλογος τῶν ἐργατοτεχνιτῶν οἰκοδομῶν Θεσσαλονίκης καλεῖ τὰ μέλη του εἰς γενικὴν συνέλευσιν τὴν Κυριακήν. Ἐπίσης τὸ Ἐργατικὸν Κέντρον ἀνακοινοῖ ὅτι ἐπαναλαμβάνονται αἱ συγκεντρώσεις τῶν ἐργατικῶν σωματείων. bbox=[691, 923, 910, 966]
article-text: Ὑπὸ τοῦ Α. Μάτου Θεσσαλονίκης συνελήφθη ὁ 30ετὴς κάτοικος τῆς πόλεως, ὁ ὁποῖος ἀφήρεσε χρηματικὸν ποσὸν ἀπὸ τοὺς φιλοξενοῦντας αὐτόν. bbox=[249, 1238, 394, 1273]
article-text: Ἐν συνεχείᾳ ἀνεκοινώθη ὅτι ὁ ἀρχηγὸς τῶν Φιλελευθέρων θὰ περιοδεύσῃ εἰς τὴν Μακεδονίαν καὶ τὴν Θράκην, ὅπου θὰ συναντηθῇ μὲ τοὺς τοπικοὺς παράγοντας τοῦ κόμματος. bbox=[396, 116, 689, 142]
article-text: Εἰς τὸ Αὐτόφωρον Πλημμελειοδικεῖον Θεσσαλονίκης ἐδικάσθησαν χθὲς 25 ὁδηγοὶ αὐτοκινήτων διὰ παραβάσεις τοῦ κώδικος ὁδικῆς κυκλοφορίας. bbox=[249, 1338, 394, 1373]
article-text: Χθὲς ἔληξεν ἡ διήμερος ἄσκησις ἐπὶ χάρτου τῶν μεγάλων μονάδων τοῦ Γ΄ Σώματος Στρατοῦ, εἰς τὴν ὁποίαν μετέσχον ἀνώτεροι ἀξιωματικοί. bbox=[249, 1038, 394, 1073]
article-text: ΑΘΗΝΑΙ, 15.— Σήμερον ἀρχίζει ἐνώπιον τοῦ Κακουργιοδικείου Ἀθηνῶν ἡ δίκη τοῦ κατηγορουμένου διὰ τὸ τριπλοῦν ἔγκλημα, τὸ ὁποῖον συνεκλόνισε τὴν κοινὴν γνώμην. bbox=[691, 233, 910, 259]
brief-headline: ΜΙΚΡΑΙ ΕΡΓΑΤΙΚΑΙ ΕΙΔΗΣΕΙΣ bbox=[715, 635, 885, 649]
klm-logo-text: KLM bbox=[1400, 2194, 1463, 2223]
article-text: ΑΘΗΝΑΙ, 15.— Ὁ ὑφυπουργὸς Ἐθνικῆς Ἀμύνης ἐπελήφθη τοῦ ζητήματος τῶν ἐπιταγῶν καὶ διέταξεν τὴν διενέργειαν ἐλέγχου. bbox=[691, 558, 910, 584]
article-text: ΤΟ ΠΡΟΓΡΑΜΜΑ ΒΟΛΕΥ.— Τὴν προσεχῆ Τετάρτην ἀρχίζει ὁ ἀγὼν τοῦ πρωταθλήματος πετοσφαιρίσεως. Ἐκ τῆς κληρώσεως προέκυψαν αἱ ἑξῆς συναντήσεις: «ΠΑΟΚ» — «Ἡρακλῆς», «ΧΑΝΘ» — «Ἄρης», «Μακεδονικός» — «Ἀλέξανδρος». ΤΕΤΑΡΤΗ 30 Σεπτεμβρίου: «Ἄρης» — «ΧΑΝΘ», «ΠΑΟΚ» — «Μακεδονικός». bbox=[4, 356, 247, 399]
article-text: Ὁ σύλλογος τῶν ἐργατοτεχνιτῶν οἰκοδομῶν Θεσσαλονίκης καλεῖ τὰ μέλη του εἰς γενικὴν συνέλευσιν τὴν Κυριακήν. Ἐπίσης τὸ Ἐργατικὸν Κέντρον ἀνακοινοῖ ὅτι ἐπαναλαμβάνονται αἱ συγκεντρώσεις τῶν ἐργατικῶν σωματείων. bbox=[691, 1189, 910, 1232]
brief-headline: ΔΙΑΜΑΡΤΥΡΙΑ ΕΙΣΑΓΩΓΕΩΝ ΞΥΛΕΙΑΣ bbox=[250, 1115, 393, 1137]
article-text: ΑΘΗΝΑΙ, 15.— Ἡ Διακυβερνητικὴ Ἐπιτροπὴ Εὐρωπαϊκῆς Μεταναστεύσεως ἀνεκοίνωσεν ὅτι ἐντὸς τοῦ ἔτους θὰ ἀναχωρήσουν διὰ τὴν Βραζιλίαν 500 μετανάσται. bbox=[249, 656, 394, 699]
passenger-face-icon bbox=[1015, 1491, 1068, 1543]
brief-headline: ΑΡΧΙΖΕΙ ΣΗΜΕΡΟΝ Η ΜΕΓΑΛΗ ΔΙΚΗ ΔΙΑ ΤΟ ΤΡΙΠΛΟΥΝ ΕΓΚΛΗΜΑ ΤΗΣ ΠΡΩΤΕΥΟΥΣΗΣ bbox=[692, 160, 909, 198]
headline-teachers-assemblies: ΑΙ ΓΕΝΙΚΑΙ ΣΥΝΕΛΕΥΣΕΙΣ ΤΩΝ ΕΚΠΑΙΔΕΥΤΙΚΩΝ bbox=[430, 1103, 655, 1136]
article-text: ΑΘΗΝΑΙ, 15.— Ἀπεφασίσθη ἡ χορήγησις μισθολογικῶν βελτιώσεων εἰς τὰ ὄργανα τῆς Χωροφυλακῆς καὶ τοῦ Πυροσβεστικοῦ Σώματος, τὰ ὁποῖα ἔχουν συμπληρώσει πολυετῆ ὑπηρεσίαν. bbox=[912, 282, 1204, 309]
article-text: ΚΟΜΟΤΗΝΗ, 15.— Μεγάλην ἀνησυχίαν προεκάλεσεν εἰς τὴν πόλιν ἡ πληροφορία ὅτι τὸ ὑπουργεῖον Οἰκισμοῦ προτίθεται νὰ ἀνεγείρῃ τὸ νέον Διοικητήριον ἐπὶ τοῦ χώρου τοῦ δημοτικοῦ πάρκου, ὅπου εὑρίσκεται καὶ ἡ ὡραία πισίνα τῆς πόλεως. Οἱ κάτοικοι ζητοῦν νὰ ἐξευρεθῇ ἄλλος χῶρος. bbox=[396, 687, 689, 722]
article-text: ΣΕΡΡΑΙ, 15.— Ἀπὸ τῆς ἐνάρξεως τῆς καπνοσυγκομιδῆς οἱ καπνοπαραγωγοὶ τοῦ νομοῦ ἐκφράζουν ἱκανοποίησιν διὰ τὴν ποιότητα τοῦ φετεινοῦ προϊόντος. bbox=[4, 1281, 247, 1308]
klm-advertisement bbox=[912, 1217, 1640, 2264]
article-text: ΑΛΕΞΑΝΔΡΕΙΑ, 15.— Τὴν Δευτέραν ἀρχίζουν εἰς τὴν περιοχὴν τῆς Ἀλεξανδρείας αἱ ἐργασίαι συλλογῆς τοῦ βάμβακος, ἡ παραγωγὴ τοῦ ὁποίου ὑπολογίζεται ἀνωτέρα τῆς περυσινῆς. bbox=[4, 1206, 247, 1232]
article-text: Ὁ πρόεδρος τοῦ συλλόγου τῶν ὑπαλλήλων τῆς Ἐθνικῆς Τραπέζης ἀνεκοίνωσεν ὅτι ἡ ἀπεργία θὰ συνεχισθῇ ἐὰν δὲν ἱκανοποιηθοῦν τὰ αἰτήματα τοῦ προσωπικοῦ διὰ τὴν αὔξησιν τῶν ἀποδοχῶν. bbox=[396, 531, 689, 558]
article-text: ΗΡΑΚΛΕΙΟΝ, 15.— Ἡ εἴδησις περὶ ἐπικειμένης συντελείας τοῦ κόσμου, ἡ ὁποία διεδόθη εἰς τὰ χωρία τῆς ἐπαρχίας, προεκάλεσε πανικὸν μεταξὺ τῶν κατοίκων. Πολλοὶ ἐγκατέλειψαν τὰς οἰκίας των καὶ κατέφυγον εἰς τὰ ὄρη. Μία γραῖα ἀπεβίωσεν ἐκ τοῦ φόβου. bbox=[912, 193, 1204, 228]
column-news bbox=[691, 0, 910, 2268]
headline-state-compensation: ΤΟ ΔΗΜΟΣΙΟΝ ΚΑΤΕΔΙΚΑΣΘΗ ΝΑ ΠΛΗΡΩΣΗ ΑΠΟΖΗΜΙΩΣΙΝ ΚΑΙ 1.600 ΔΡΑΧΜΑΣ ΜΗΝΙΑΙΩΣ ΕΦ' ΟΡΟΥ ΖΩΗΣ ΕΙΣ ΧΗΡΑΝ ΦΟΝΕΥΘΕΝΤΟΣ ΛΟΓΩ ΤΗΣ ΚΑΘΙΖΗΣΕΩΣ ΕΔΑΦΟΥΣ ΕΙΣ ΑΚΤΗΝ bbox=[921, 2, 1497, 52]
two-column-text bbox=[912, 360, 1506, 407]
place-heading: ΑΠΟ ΤΗΝ ΚΟΖΑΝΗΝ bbox=[4, 1057, 247, 1074]
article-text: Κατὰ τὴν διάρκειαν τοῦ τελευταίου εἰκοσιτετραώρου ἐσημειώθησαν εἰς τὴν πόλιν ἑπτὰ τροχαῖα ἀτυχήματα. Ἐπίσης ἀνεκοινώθη ὅτι ἀπὸ τῆς Δευτέρας ἀρχίζουν αἱ ἐγγραφαὶ εἰς τὰ σχολεῖα τῆς μέσης ἐκπαιδεύσεως. bbox=[396, 1257, 689, 1283]
article-text: ΚΟΖΑΝΗ, 15.— Ὁ σεβασμιώτατος Μητροπολίτης Σερβίων καὶ Κοζάνης κ. Διονύσιος προέβη εἰς τὰ ἐγκαίνια τοῦ νέου ἱεροῦ ναοῦ. Ἐπακολούθησε δεξίωσις εἰς τὴν αἴθουσαν τῆς Μητροπόλεως. bbox=[4, 1076, 247, 1102]
article-text: ΑΘΗΝΑΙ, 15.— Αἱ ἀποφάσεις τοῦ διεθνοῦς συνεδρίου ἐκοινοποιήθησαν εἰς τὰς κυβερνήσεις τῶν κρατῶν-μελῶν, αἱ ὁποῖαι καλοῦνται νὰ ὑιοθετήσουν τὰ προτεινόμενα μέτρα διὰ τὴν ἐνοποίησιν τῆς νομοθεσίας. bbox=[691, 116, 910, 151]
article-text: ΑΘΗΝΑΙ, 15.— Ἡ χρυσῆ λίρα ἐκλεισε εἰς τὰς 281 δραχμάς, αἱ δὲ εἰκοσάφραγκα Ἑλβετίας εἰς 210 δραχμάς. bbox=[249, 476, 394, 503]
article-text: ΚΟΜΟΤΗΝΗ, 15.— Μεγάλην ἀνησυχίαν προεκάλεσεν εἰς τὴν πόλιν ἡ πληροφορία ὅτι τὸ ὑπουργεῖον Οἰκισμοῦ προτίθεται νὰ ἀνεγείρῃ τὸ νέον Διοικητήριον ἐπὶ τοῦ χώρου τοῦ δημοτικοῦ πάρκου, ὅπου εὑρίσκεται καὶ ἡ ὡραία πισίνα τῆς πόλεως. Οἱ κάτοικοι ζητοῦν νὰ ἐξευρεθῇ ἄλλος χῶρος. bbox=[396, 651, 689, 686]
article-text: ΚΟΜΟΤΗΝΗ, 15.— Προσερχόμενος ἐξ Ἀλεξανδρουπόλεως ἔφθασεν ἐνταῦθα ὁ διοικητὴς τῆς Ἀγροτικῆς Τραπέζης, ὅστις συνεργάσθη μετὰ τῶν τοπικῶν παραγόντων ἐπὶ τῶν ζητημάτων τῶν καπνοπαραγωγῶν. bbox=[249, 851, 394, 903]
article-text: ΛΑΡΙΣΑ, 15.— Ὁ δῆμος Λαρίσης θὰ ὀργανώσῃ κατὰ τὸν ἐρχόμενον Ὀκτώβριον μεγάλην γεωργοκτηνοτροφικὴν ἔκθεσιν, εἰς τὴν ὁποίαν θὰ λάβουν μέρος παραγωγοὶ ἐξ ὁλοκλήρου τῆς Θεσσαλίας. Ἐπὶ τῇ εὐκαιρίᾳ θὰ λάβουν χώραν ποικίλαι καλλιτεχνικαὶ καὶ ἀθλητικαὶ ἐκδηλώσεις. bbox=[396, 327, 689, 362]
article-text: ΑΛΕΞΑΝΔΡΕΙΑ, 15.— Τὴν Δευτέραν ἀρχίζουν εἰς τὴν περιοχὴν τῆς Ἀλεξανδρείας αἱ ἐργασίαι συλλογῆς τοῦ βάμβακος, ἡ παραγωγὴ τοῦ ὁποίου ὑπολογίζεται ἀνωτέρα τῆς περυσινῆς. bbox=[4, 1178, 247, 1205]
article-text: ΑΘΗΝΑΙ, 15.— Ἀπεφασίσθη ἡ χορήγησις μισθολογικῶν βελτιώσεων εἰς τὰ ὄργανα τῆς Χωροφυλακῆς καὶ τοῦ Πυροσβεστικοῦ Σώματος, τὰ ὁποῖα ἔχουν συμπληρώσει πολυετῆ ὑπηρεσίαν. bbox=[1213, 280, 1506, 307]
headline-komotini-park: ΤΟ ΥΠΟΥΡΓΕΙΟΝ ΤΟΥ ΟΙΚΙΣΜΟΥ ΖΗΤΕΙ ΝΑ ΚΑΤΑΣΤΡΑΦΗ ΤΟ ΠΑΡΚΟΝ ΤΗΣ ΚΟΜΟΤΙΝΗΣ ΜΕ ΤΗΝ ΩΡΑΙΑΝ ΠΙΣΙΝΑΝ ΔΙΑ ΤΗΝ ΑΝΕΓΕΡΣΙΝ ΤΟΥ ΔΙΟΙΚΗΤΗΡΙΟΥ ΤΗΣ ΠΟΛΕΩΣ bbox=[397, 566, 688, 643]
headline-undersecretary-visit: ΑΦΙΚΕΤΟ Ο ΥΦΥΠΟΥΡΓΟΣ ΤΟΥ ΕΜΠΟΡΙΟΥ ΚΑΙ ΕΠΕΣΚΕΦΘΗ ΤΗΝ ΝΑΟΥΣΑΝ ΚΑΙ ΣΚΥΔΡΑΝ bbox=[951, 318, 1466, 353]
brief-headline: ΑΙ ΕΡΓΑΣΙΑΙ ΣΥΝΕΧΙΖΟΝΤΑΙ bbox=[471, 1169, 614, 1180]
rate-row: Ἐλβ. 210,50 210,50 bbox=[255, 412, 389, 421]
article-text: ΑΘΗΝΑΙ, 15.— Ἐγνώσθη ὅτι ἐδόθη ἡ ἔγκρισις ὑπὸ τοῦ ὑπουργείου Οἰκονομικῶν διὰ τὴν προαγωγὴν τῶν καθηγητῶν τῆς μέσης ἐκπαιδεύσεως καὶ τῶν δημοδιδασκάλων, αἱ ὁποῖαι θὰ πραγματοποιηθοῦν ἐντὸς τοῦ ἔτους. bbox=[249, 105, 394, 156]
ad-headline: Περισσότερο άπό άπλός έπιβάτης; bbox=[1232, 1240, 1640, 1417]
brief-headline: ΑΙ ΕΚΔΗΛΩΣΕΙΣ ΤΟΥ ΦΕΣΤΙΒΑΛ ΦΛΩΡΙΝΗΣ bbox=[707, 377, 894, 403]
place-heading: ΑΠΟ ΤΗΝ ΑΛΕΞΑΝΔΡΕΙΑΝ bbox=[4, 1132, 247, 1149]
article-text: ΑΓΚΥΡΑ, 15 (Ἰδ.).— Ἐκ τῶν ἀνακρίσεων τῆς ἐξεταστικῆς ἐπιτροπῆς προκύπτει ὅτι οἱ φίλοι τοῦ πρώην πρωθυπουργοῦ εἶχον συσσωρεύσει μεγάλας περιουσίας. Εἰς τὰς καταθέσεις τῶν τραπεζῶν εὑρέθησαν σημαντικὰ ποσά, ἐνῷ κατεσχέθησαν ἀκίνητα καὶ ἐπιχειρήσεις. bbox=[912, 442, 1506, 498]
article-text: Ὁ σύλλογος τῶν ἐργατοτεχνιτῶν οἰκοδομῶν Θεσσαλονίκης καλεῖ τὰ μέλη του εἰς γενικὴν συνέλευσιν τὴν Κυριακήν. Ἐπίσης τὸ Ἐργατικὸν Κέντρον ἀνακοινοῖ ὅτι ἐπαναλαμβάνονται αἱ συγκεντρώσεις τῶν ἐργατικῶν σωματείων. bbox=[691, 967, 910, 1010]
article-text: Αὔριον τὸ ἀπόγευμα συνεχίζεται ὁ ἀγὼν τοῦ ἐθνικοῦ πρωταθλήματος ποδοσφαίρου. Ἡ τῶν ἀπομεινάντων ὁμάδων διεξάγεται εἰς τὸ ἐκατέρωθεν γήπεδον, ὅπου ὁ «ΠΑΟΚ» θὰ δοκιμασθῇ κατὰ τοῦ «Παναθηναϊκοῦ». Ὁ «Ἡρακλῆς» ἀντιμετωπίζει τὸν «Παγκορινθιακόν», ἐνῷ ὁ «Ἄρης» θὰ ἀγωνισθῇ μετὰ τοῦ «Μεγάλου Ἀλεξάνδρου». Εἰς τὴν πρωτεύουσαν ὁ «Ἀπόλλων» Καλαμαριᾶς συναντᾷ τὴν «ΑΕΚ» καὶ ὁ «Πανιώνιος» τὴν «Δόξαν». bbox=[4, 294, 247, 355]
sports-subhead: ΣΗΜΕΡΟΝ «ΟΛΥΜΠΙΑΚΟΣ» — «Α. Ε. ΝΙΚΑΙΑΣ» bbox=[17, 200, 234, 225]
article-text: ΑΘΗΝΑΙ, 15.— Αἱ ἀποφάσεις τοῦ διεθνοῦς συνεδρίου ἐκοινοποιήθησαν εἰς τὰς κυβερνήσεις τῶν κρατῶν-μελῶν, αἱ ὁποῖαι καλοῦνται νὰ ὑιοθετήσουν τὰ προτεινόμενα μέτρα διὰ τὴν ἐνοποίησιν τῆς νομοθεσίας. bbox=[691, 80, 910, 115]
two-column-text bbox=[912, 280, 1506, 309]
article-text: Ὁ σύλλογος τῶν ἐργατοτεχνιτῶν οἰκοδομῶν Θεσσαλονίκης καλεῖ τὰ μέλη του εἰς γενικὴν συνέλευσιν τὴν Κυριακήν. Ἐπίσης τὸ Ἐργατικὸν Κέντρον ἀνακοινοῖ ὅτι ἐπαναλαμβάνονται αἱ συγκεντρώσεις τῶν ἐργατικῶν σωματείων. bbox=[691, 1233, 910, 1276]
brief-headline: ΠΑΡΑΤΑΣΙΣ ΑΠΟΔΟΣΕΩΣ ΕΙΣΠΡΑΞΕΩΝ ΧΡΕΩΝ bbox=[257, 706, 387, 727]
ad-question: Τί ένοεΐ αύτό κατά τρόπο έξυπηρέτησι; bbox=[931, 1500, 1015, 1544]
article-text: ΚΟΖΑΝΗ, 15.— Ὁ σεβασμιώτατος Μητροπολίτης Σερβίων καὶ Κοζάνης κ. Διονύσιος προέβη εἰς τὰ ἐγκαίνια τοῦ νέου ἱεροῦ ναοῦ. Ἐπακολούθησε δεξίωσις εἰς τὴν αἴθουσαν τῆς Μητροπόλεως. bbox=[4, 1103, 247, 1129]
article-text: Χθὲς ἔληξεν ἡ διήμερος ἄσκησις ἐπὶ χάρτου τῶν μεγάλων μονάδων τοῦ Γ΄ Σώματος Στρατοῦ, εἰς τὴν ὁποίαν μετέσχον ἀνώτεροι ἀξιωματικοί. bbox=[249, 1074, 394, 1109]
article-text: ΚΙΛΚΙΣ, 15.— Εἰς τὴν νομαρχίαν ἐπραγματοποιήθη σύσκεψις τῶν ἁρμοδίων ὑπηρεσιῶν διὰ τὴν λῆψιν μέτρων προστασίας τῶν θηραμάτων καὶ πατάξεως τῆς λαθροθηρίας κατὰ τὴν κυνηγετικὴν περίοδον. bbox=[396, 909, 689, 935]
gold-price-headline: 281,50 ΔΡΧ. Η ΧΡΥΣΗ ΛΙΡΑ ΕΙΣ ΤΗΝ ΘΕΣΣΑΛΟΝΙΚΗΝ ΚΑΙ 281,00 ΕΙΣ ΤΑΣ ΑΘΗΝΑΣ bbox=[255, 299, 389, 360]
brief-headline: ΔΙΑΤΙ Ο ΥΦΥΠΟΥΡΓΟΣ ΑΜΥΝΗΣ ΘΑ ΕΛΕΓΧΘΗ ΟΤΙ ΕΚΤΡΕΠΕΙ ΥΠΕΡΒΟΛΙΚΑΣ bbox=[698, 501, 902, 522]
ad-contact-info: Ζητήσατε πληροφορίες άπό τά Πρακτορεία Ταξιδίων της άρεσκείας σας ή τηλεφωνήσατε εις τά γραφεία της KLM Πλατεία Συντάγματος Τηλ. 30.756 - 7 - 8 bbox=[1074, 2175, 1344, 2234]
rate-row: Ναπολεόν 210,50 210,50 bbox=[255, 429, 389, 438]
headline-dei-fees: ΟΥ ΑΤΟΠΙΑΙ ΧΑΡΑΚΤΗΡΙΖΕΤΑΙ ΥΠΟ ΤΩΝ ΚΑΤΑΝΑΛΩΤΩΝ Η ΕΙΣΠΡΑΞΙΣ ΤΩΝ ΣΥΝΔΡΟΜΩΝ ΥΠΟ ΤΗΣ Ε.Ι.Ρ. ΥΠΟ ΤΗΣ Δ.Ε.Η. bbox=[398, 767, 687, 805]
article-text: Τὴν προσεχῆ Κυριακὴν συνέρχονται εἰς γενικὰς συνελεύσεις οἱ σύλλογοι τῶν ἐκπαιδευτικῶν λειτουργῶν τῆς Θεσσαλονίκης πρὸς συζήτησιν τῶν ἐπαγγελματικῶν των θεμάτων. bbox=[396, 1182, 689, 1209]
article-text: Ὑπὸ τοῦ Α. Μάτου Θεσσαλονίκης συνελήφθη ὁ 30ετὴς κάτοικος τῆς πόλεως, ὁ ὁποῖος ἀφήρεσε χρηματικὸν ποσὸν ἀπὸ τοὺς φιλοξενοῦντας αὐτόν. bbox=[249, 1274, 394, 1309]
ad-answer: Έξυπηρετεΐ 74 χώρες σε όλας της ηπείρους! bbox=[1254, 1745, 1409, 1775]
article-text: Ὁ πρόεδρος τοῦ συλλόγου τῶν ὑπαλλήλων τῆς Ἐθνικῆς Τραπέζης ἀνεκοίνωσεν ὅτι ἡ ἀπεργία θὰ συνεχισθῇ ἐὰν δὲν ἱκανοποιηθοῦν τὰ αἰτήματα τοῦ προσωπικοῦ διὰ τὴν αὔξησιν τῶν ἀποδοχῶν. bbox=[396, 476, 689, 503]
article-text: Ὁ Ἐμπορικὸς Σύλλογος ἀπέστειλε διαμαρτυρίαν πρὸς τὸ ὑπουργεῖον Ἐμπορίου διὰ τὴν καθυστέρησιν τῶν ἀδειῶν εἰσαγωγῆς ξυλείας. bbox=[249, 1174, 394, 1209]
article-text: Ὁ σύλλογος τῶν ἐργατοτεχνιτῶν οἰκοδομῶν Θεσσαλονίκης καλεῖ τὰ μέλη του εἰς γενικὴν συνέλευσιν τὴν Κυριακήν. Ἐπίσης τὸ Ἐργατικὸν Κέντρον ἀνακοινοῖ ὅτι ἐπαναλαμβάνονται αἱ συγκεντρώσεις τῶν ἐργατικῶν σωματείων. bbox=[691, 790, 910, 833]
article-text: ΗΡΑΚΛΕΙΟΝ, 15.— Ἡ εἴδησις περὶ ἐπικειμένης συντελείας τοῦ κόσμου, ἡ ὁποία διεδόθη εἰς τὰ χωρία τῆς ἐπαρχίας, προεκάλεσε πανικὸν μεταξὺ τῶν κατοίκων. Πολλοὶ ἐγκατέλειψαν τὰς οἰκίας των καὶ κατέφυγον εἰς τὰ ὄρη. Μία γραῖα ἀπεβίωσεν ἐκ τοῦ φόβου. bbox=[1213, 192, 1506, 226]
article-text: ΝΑΟΥΣΑ, 15.— Ἀφίκετο ἐνταῦθα ὁ ὑφυπουργὸς τοῦ Ἐμπορίου, ὁ ὁποῖος ἐπεσκέφθη τὰ ἐργοστάσια τῆς πόλεως καὶ συνεζήτησε μετὰ τῶν βιομηχάνων τὰ προβλήματα τῆς περιοχῆς. Ἐν συνεχείᾳ μετέβη εἰς τὴν Σκύδραν. bbox=[1213, 370, 1506, 396]
article-text: ΓΥΝΑΙΚΕΙΟΙ ΑΓΩΝΕΣ ΕΙΣ ΔΡΑΜΑΝ.— Εἰς τὴν Δράμαν ἔχουν ὁρισθῆ διὰ τὴν Κυριακὴν γυναικεῖοι ἀγῶνες στίβου τῶν σωματείων τῆς περιοχῆς, εἰς τοὺς ὁποίους θὰ λάβουν μέρος καὶ ἀθλήτριαι ἐκ Καβάλας. bbox=[4, 525, 247, 559]
article-text: Τὸ δικαστήριον ἔκρινεν ὅτι ὑπῆρξεν ἀμέλεια τῶν ὑπευθύνων τῆς ἐπιβλέψεως τοῦ ἔργου καὶ ὅτι δὲν ἐλήφθησαν τὰ ἀπαραίτητα μέτρα ἀσφαλείας τῶν ἐργαζομένων. Διὰ τῆς ἀποφάσεως ἀνεγνωρίσθη ἡ εὐθύνη τοῦ Δημοσίου διὰ τὸν θάνατον τοῦ ἐργάτου. bbox=[912, 59, 1506, 124]
article-text: Ἐπιστρέψαντος ἐκ τῆς περιοδείας του εἰς τὴν Πελοπόννησον τοῦ ἀρχηγοῦ τοῦ Κόμματος τῶν Φιλελευθέρων, πραγματοποιήθη συγκέντρωσις τῶν στελεχῶν τοῦ κόμματος, κατὰ τὴν ὁποίαν διεπιστώθη ἡ ἐνθουσιώδης ὑποδοχὴ τοῦ λαοῦ εἰς ὅλας τὰς πόλεις καὶ τὰ χωρία. Ὁ κ. Βενιζέλος ἐδήλωσεν ὅτι ὁ ἀγὼν τῆς δημοκρατικῆς παρατάξεως θὰ συνεχισθῇ μέχρι τῆς πλήρους ἐπικρατήσεως τῶν ἀρχῶν της. bbox=[396, 72, 689, 114]
article-text: Ὁ σύλλογος τῶν ἐργατοτεχνιτῶν οἰκοδομῶν Θεσσαλονίκης καλεῖ τὰ μέλη του εἰς γενικὴν συνέλευσιν τὴν Κυριακήν. Ἐπίσης τὸ Ἐργατικὸν Κέντρον ἀνακοινοῖ ὅτι ἐπαναλαμβάνονται αἱ συγκεντρώσεις τῶν ἐργατικῶν σωματείων. bbox=[691, 701, 910, 744]
brief-headline: ΜΕΓΑ ΠΑΡΑΠΗΓΜΑ ΑΠΕΤΕΦΡΩΘΗ ΕΙΣ ΑΘΗΝΑΣ bbox=[251, 509, 393, 531]
article-text: ΑΘΗΝΑΙ, 15.— Ἡ ἐκτελεστικὴ ἐπιτροπὴ τῆς ΕΔΑ ἐπέδωσεν ὑπόμνημα εἰς τὸ ὑπουργεῖον Δικαιοσύνης διὰ τοὺς πολιτικοὺς κρατουμένους. bbox=[691, 314, 910, 341]
headline-local-briefs: ΜΙΚΡΑΙ ΕΓΧΩΡΙΟΙ ΕΙΔΗΣΕΙΣ ΧΩΡΙΣ ΤΙΤΛΟΝ bbox=[414, 1217, 671, 1250]
article-text: ΑΘΗΝΑΙ, 15.— Αἱ ἀποφάσεις τοῦ διεθνοῦς συνεδρίου ἐκοινοποιήθησαν εἰς τὰς κυβερνήσεις τῶν κρατῶν-μελῶν, αἱ ὁποῖαι καλοῦνται νὰ ὑιοθετήσουν τὰ προτεινόμενα μέτρα διὰ τὴν ἐνοποίησιν τῆς νομοθεσίας. bbox=[691, 44, 910, 79]
two-column-text bbox=[912, 192, 1506, 229]
column-politics bbox=[396, 0, 689, 2268]
article-text: ΑΘΗΝΑΙ, 15.— Διὰ Β. Διατάγματος προάγονται εἰς τὸν βαθμὸν τοῦ πλοιάρχου οἱ ἀντιπλοίαρχοι Κ. Μαυρίδης, Π. Λεοντάρης, Ἀ. Γεωργιάδης καὶ εἰς τὸν βαθμὸν τοῦ ἀντιπλοιάρχου οἱ πλωτάρχαι Ἰ. Σταματόπουλος, Ν. Καραβίας, Ε. Δημητρίου, Χ. Κόκκινος, Γ. Ἀνδρεάδης, Δ. Μπαλτᾶς. bbox=[4, 942, 247, 986]
column-rule bbox=[689, 0, 690, 2268]
article-text: Εἰς τὸ Αὐτόφωρον Πλημμελειοδικεῖον Θεσσαλονίκης ἐδικάσθησαν χθὲς 25 ὁδηγοὶ αὐτοκινήτων διὰ παραβάσεις τοῦ κώδικος ὁδικῆς κυκλοφορίας. bbox=[249, 1374, 394, 1409]
subhead-bank-strike: ΔΕΝ ΕΠΙΒΛΗΘΗΣΑΝ ΤΟ ΛΗΞΑΝ 15ΘΗΜΕΡΟΝ bbox=[409, 456, 677, 470]
article-text: ΑΘΗΝΑΙ, 15.— Δημοσιεύεται Β. Διάταγμα διὰ τοῦ ὁποίου προάγονται εἰς τὸν βαθμὸν τοῦ σμηνάρχου οἱ ἀντισμήναρχοι Δ. Ἀλεξανδρόπουλος, Κ. Σακελλαρίου, Ἐ. Πανταζόπουλος καὶ εἰς τὸν βαθμὸν τοῦ ἀντισμηνάρχου οἱ ἐπισμηναγοὶ Γ. Πετρίδης, Ν. Χατζῆς, Δ. Κωστόπουλος, Π. Ἀναστασίου, Θ. Βαφειάδης καὶ Ἀ. Νικολάου. bbox=[4, 762, 247, 806]
article-text: ΑΓΚΥΡΑ, 15 (Ἰδ.).— Ἐκ τῶν ἀνακρίσεων τῆς ἐξεταστικῆς ἐπιτροπῆς προκύπτει ὅτι οἱ φίλοι τοῦ πρώην πρωθυπουργοῦ εἶχον συσσωρεύσει μεγάλας περιουσίας. Εἰς τὰς καταθέσεις τῶν τραπεζῶν εὑρέθησαν σημαντικὰ ποσά, ἐνῷ κατεσχέθησαν ἀκίνητα καὶ ἐπιχειρήσεις. bbox=[912, 444, 1204, 479]
article-text: ΛΑΡΙΣΑ, 15.— Ὁ δῆμος Λαρίσης θὰ ὀργανώσῃ κατὰ τὸν ἐρχόμενον Ὀκτώβριον μεγάλην γεωργοκτηνοτροφικὴν ἔκθεσιν, εἰς τὴν ὁποίαν θὰ λάβουν μέρος παραγωγοὶ ἐξ ὁλοκλήρου τῆς Θεσσαλίας. Ἐπὶ τῇ εὐκαιρίᾳ θὰ λάβουν χώραν ποικίλαι καλλιτεχνικαὶ καὶ ἀθλητικαὶ ἐκδηλώσεις. bbox=[396, 292, 689, 326]
article-text: ΣΕΡΡΑΙ, 15.— Ἀπὸ τῆς ἐνάρξεως τῆς καπνοσυγκομιδῆς οἱ καπνοπαραγωγοὶ τοῦ νομοῦ ἐκφράζουν ἱκανοποίησιν διὰ τὴν ποιότητα τοῦ φετεινοῦ προϊόντος. bbox=[4, 1254, 247, 1280]
article-text: ΑΛΕΞΑΝΔΡΕΙΑ, 15.— Τὴν Δευτέραν ἀρχίζουν εἰς τὴν περιοχὴν τῆς Ἀλεξανδρείας αἱ ἐργασίαι συλλογῆς τοῦ βάμβακος, ἡ παραγωγὴ τοῦ ὁποίου ὑπολογίζεται ἀνωτέρα τῆς περυσινῆς. bbox=[4, 1151, 247, 1177]
